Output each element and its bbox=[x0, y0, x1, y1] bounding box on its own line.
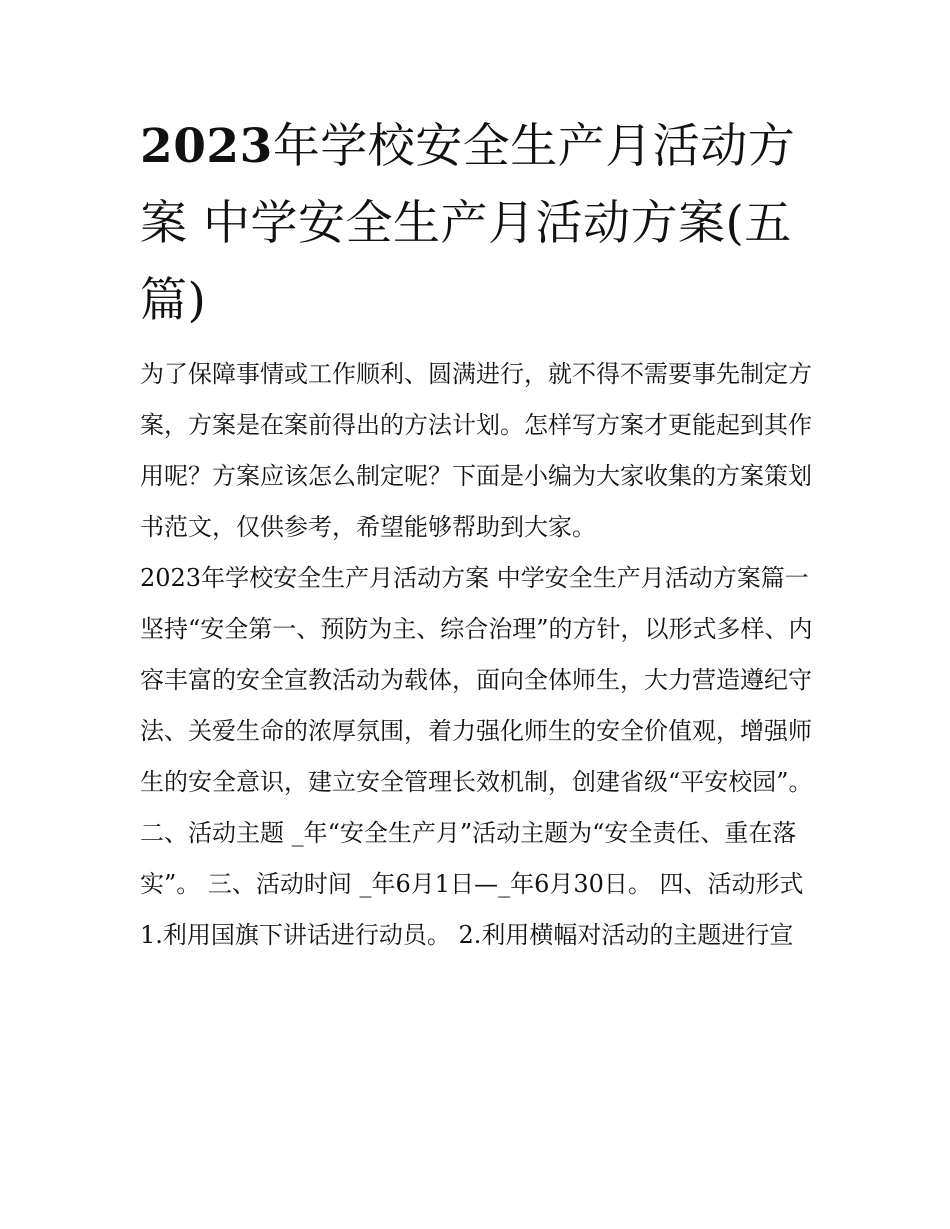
title-text: 年学校安全生产月活动方案 中学安全生产月活动方案(五篇) bbox=[140, 119, 796, 328]
activity-list-paragraph: 1.利用国旗下讲话进行动员。 2.利用横幅对活动的主题进行宣 bbox=[140, 921, 794, 949]
section-heading: 2023年学校安全生产月活动方案 中学安全生产月活动方案篇一 bbox=[140, 564, 809, 592]
document-title bbox=[140, 108, 820, 339]
theme-time-paragraph: 二、活动主题 _年“安全生产月”活动主题为“安全责任、重在落实”。 三、活动时间 _年6月1日—_年6月30日。 四、活动形式 bbox=[140, 819, 804, 898]
guideline-paragraph: 坚持“安全第一、预防为主、综合治理”的方针，以形式多样、内容丰富的安全宣教活动为载体，面向全体师生，大力营造遵纪守法、关爱生命的浓厚氛围，着力强化师生的安全价值观，增强师生的安全意识，建立安全管理长效机制，创建省级“平安校园”。 bbox=[140, 615, 813, 796]
document-page bbox=[140, 108, 820, 961]
title-year: 2023 bbox=[140, 119, 273, 174]
intro-paragraph: 为了保障事情或工作顺利、圆满进行，就不得不需要事先制定方案，方案是在案前得出的方法计划。怎样写方案才更能起到其作用呢？方案应该怎么制定呢？下面是小编为大家收集的方案策划书范文，仅供参考，希望能够帮助到大家。 bbox=[140, 360, 812, 541]
